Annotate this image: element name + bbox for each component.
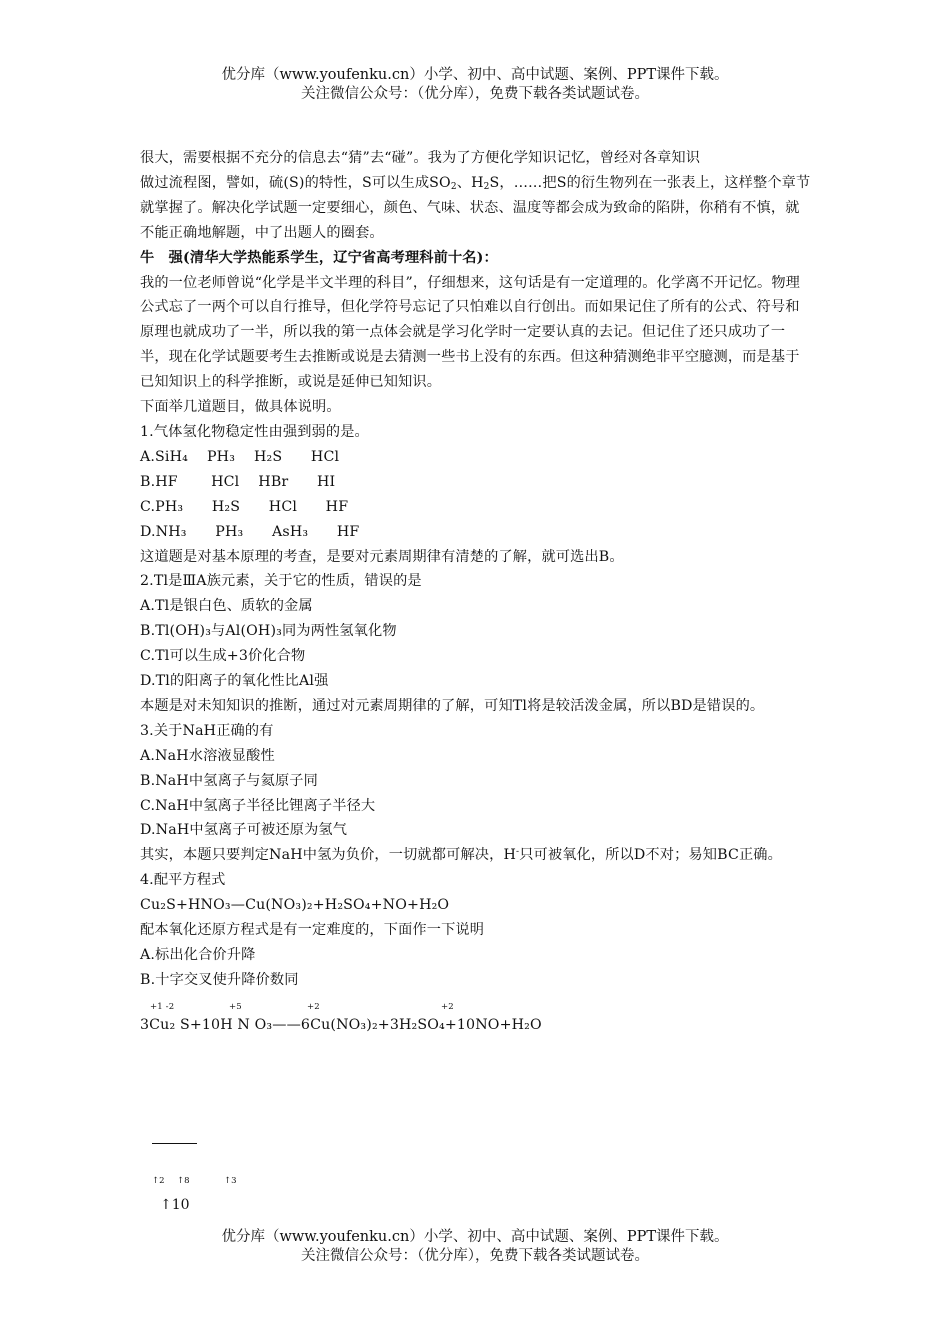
electron-transfer-line <box>152 1143 197 1144</box>
profile-name-heading: 牛 强(清华大学热能系学生，辽宁省高考理科前十名)： <box>140 249 498 266</box>
q1-option-a: A.SiH₄ PH₃ H₂S HCl <box>140 448 340 465</box>
q4-stem: 4.配平方程式 <box>140 872 226 889</box>
profile-paragraph-1: 我的一位老师曾说“化学是半文半理的科目”，仔细想来，这句话是有一定道理的。化学离不开记忆。物理公式忘了一两个可以自行推导，但化学符号忘记了只怕难以自行创出。而如果记住了所有的公式、符号和原理也就成功了一半，所以我的第一点体会就是学习化学时一定要认真的去记。但记住了还只成功了一半，现在化学试题要考生去推断或说是去猜测一些书上没有的东西。但这种猜测绝非平空臆测，而是基于已知知识上的科学推断，或说是延伸已知知识。 <box>140 274 800 391</box>
q2-option-b: B.Tl(OH)₃与Al(OH)₃同为两性氢氧化物 <box>140 623 397 640</box>
q1-stem: 1.气体氢化物稳定性由强到弱的是。 <box>140 423 369 440</box>
q3-explain-b: 只可被氧化，所以D不对；易知BC正确。 <box>519 847 782 864</box>
q3-explain-sup: - <box>515 847 520 858</box>
arrow-n: ↑3 <box>224 1176 237 1186</box>
q3-option-b: B.NaH中氢离子与氦原子同 <box>140 772 318 789</box>
q4-explanation: 配本氧化还原方程式是有一定难度的，下面作一下说明 <box>140 922 485 939</box>
valence-n-product: +2 <box>441 1001 454 1012</box>
intro-text-c: S，……把S的衍生物列在一张表上，这样整个章节就掌握了。解决化学试题一定要细心，颜色、气味、状态、温度等都会成为致命的陷阱，你稍有不慎，就不能正确地解题，中了出题人的圈套。 <box>140 174 811 241</box>
q4-step-b: B.十字交叉使升降价数同 <box>140 971 299 988</box>
arrow-cu: ↑2 <box>152 1176 165 1186</box>
header-line-2: 关注微信公众号：（优分库），免费下载各类试题试卷。 <box>301 86 649 102</box>
header-line-1: 优分库（www.youfenku.cn）小学、初中、高中试题、案例、PPT课件下载。 <box>221 67 729 83</box>
page-footer <box>0 1228 950 1266</box>
q3-option-c: C.NaH中氢离子半径比锂离子半径大 <box>140 797 376 814</box>
q2-option-c: C.Tl可以生成+3价化合物 <box>140 648 306 665</box>
q3-explanation <box>140 843 812 868</box>
electron-change-arrows <box>152 1176 352 1190</box>
q2-option-a: A.Tl是银白色、质软的金属 <box>140 598 313 615</box>
q1-explanation: 这道题是对基本原理的考查，是要对元素周期律有清楚的了解，就可选出B。 <box>140 548 624 565</box>
q3-stem: 3.关于NaH正确的有 <box>140 722 274 739</box>
footer-line-2: 关注微信公众号：（优分库），免费下载各类试题试卷。 <box>301 1248 649 1264</box>
intro-paragraph-2: 做过流程图，譬如，硫(S)的特性，S可以生成$SO_2$、$H_2S$，……把S的衍生物列在一张表上，这样整个章节就掌握了。解决化学试题一定要细心，颜色、气味、状态、温度等都会成为致命的陷阱，你稍有不慎，就不能正确地解题，中了出题人的圈套。 <box>140 174 811 241</box>
q3-explain-a: 其实，本题只要判定NaH中氢为负价，一切就都可解决，H <box>140 847 516 864</box>
q4-step-a: A.标出化合价升降 <box>140 947 256 963</box>
q2-stem: 2.Tl是ⅢA族元素，关于它的性质，错误的是 <box>140 573 422 590</box>
valence-n-reactant: +5 <box>229 1001 242 1012</box>
document-body <box>140 146 812 1039</box>
q1-option-b: B.HF HCl HBr HI <box>140 473 336 490</box>
q3-option-a: A.NaH水溶液显酸性 <box>140 747 275 764</box>
q2-explanation: 本题是对未知知识的推断，通过对元素周期律的了解，可知Tl将是较活泼金属，所以BD是错误的。 <box>140 697 765 714</box>
q3-option-d: D.NaH中氢离子可被还原为氢气 <box>140 822 348 839</box>
arrow-total: ↑10 <box>160 1197 190 1213</box>
q2-option-d: D.Tl的阳离子的氧化性比Al强 <box>140 673 329 690</box>
footer-line-1: 优分库（www.youfenku.cn）小学、初中、高中试题、案例、PPT课件下载。 <box>221 1229 729 1245</box>
profile-paragraph-2: 下面举几道题目，做具体说明。 <box>140 399 341 416</box>
valence-annotations <box>140 993 812 1013</box>
q4-balanced-equation: 3Cu₂ S+10H N O₃——6Cu(NO₃)₂+3H₂SO₄+10NO+H₂O <box>140 1016 542 1033</box>
valence-cu-s: +1 -2 <box>150 1001 175 1012</box>
arrow-s: ↑8 <box>177 1176 190 1186</box>
valence-cu-product: +2 <box>307 1001 320 1012</box>
intro-text-a: 做过流程图，譬如，硫(S)的特性，S可以生成SO <box>140 174 451 191</box>
q4-equation: Cu₂S+HNO₃—Cu(NO₃)₂+H₂SO₄+NO+H₂O <box>140 897 450 914</box>
q1-option-d: D.NH₃ PH₃ AsH₃ HF <box>140 523 360 540</box>
intro-paragraph-1: 很大，需要根据不充分的信息去“猜”去“碰”。我为了方便化学知识记忆，曾经对各章知识 <box>140 150 701 166</box>
q1-option-c: C.PH₃ H₂S HCl HF <box>140 498 349 515</box>
intro-text-b: 、H <box>456 174 484 191</box>
page-header <box>0 66 950 104</box>
